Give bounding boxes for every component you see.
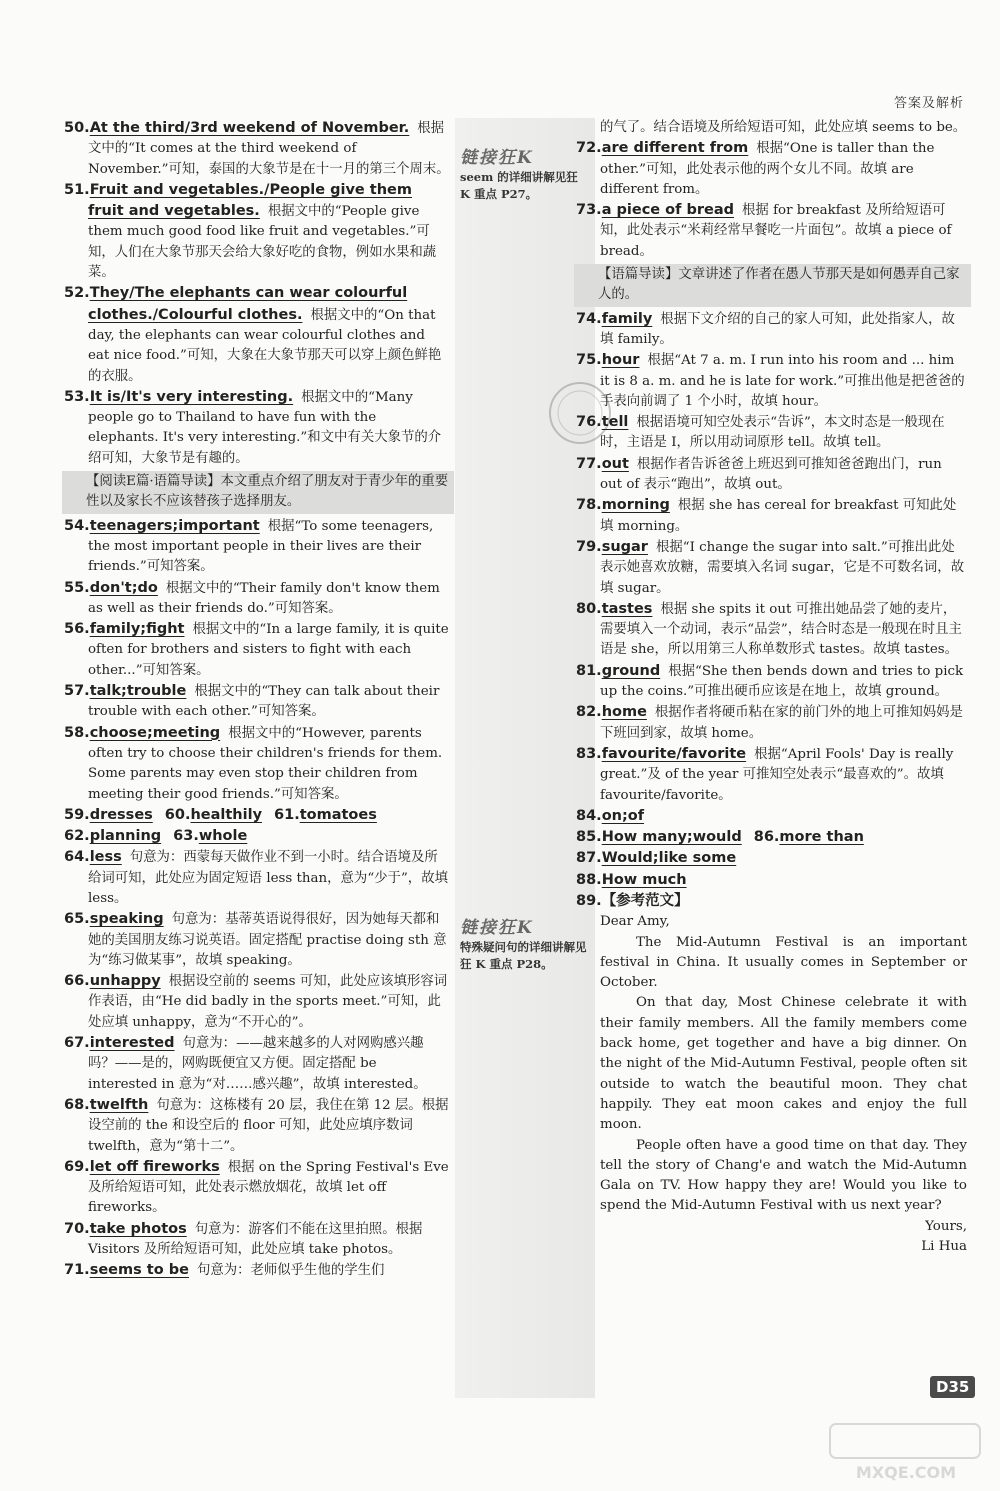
- answer-item: [64, 971, 450, 1033]
- answer-item: [576, 495, 967, 537]
- explanation-text: 根据下文介绍的自己的家人可知，此处指家人，故填 family。: [600, 311, 955, 347]
- answer-text: take photos: [89, 1220, 187, 1237]
- explanation-text: 句意为：这栋楼有 20 层，我住在第 12 层。根据设空前的 the 和设空后的 floor 可知，此处应填序数词 twelfth，意为“第十二”。: [88, 1097, 449, 1154]
- question-number: 80.: [576, 600, 602, 617]
- answer-item: [576, 827, 967, 848]
- question-number: 63.: [173, 828, 199, 845]
- answer-item: [64, 1095, 450, 1157]
- side-note-text: 特殊疑问句的详细讲解见狂 K 重点 P28。: [460, 940, 587, 971]
- answer-text: seems to be: [89, 1262, 189, 1279]
- answer-text: favourite/favorite: [601, 745, 747, 762]
- question-number: 50.: [64, 120, 90, 136]
- letter-signature: Li Hua: [921, 1239, 967, 1255]
- explanation-text: 根据文中的“Their family don't know them as well as their friends do.”可知答案。: [88, 580, 440, 616]
- question-number: 83.: [576, 745, 602, 762]
- answer-text: family: [601, 310, 653, 327]
- answer-text: twelfth: [89, 1096, 149, 1113]
- answer-item: [600, 118, 967, 138]
- explanation-text: 根据语境可知空处表示“告诉”，本文时态是一般现在时，主语是 I，所以用动词原形 tell。故填 tell。: [600, 415, 945, 451]
- question-number: 71.: [64, 1262, 90, 1279]
- answer-item: [64, 578, 450, 620]
- answer-text: teenagers;important: [89, 517, 260, 534]
- explanation-text: 根据设空前的 seems 可知，此处应该填形容词作表语，由“He did badly in the sports meet.”可知，此处应填 unhappy，意为“不开心的”。: [88, 974, 448, 1030]
- answer-item: [64, 909, 450, 971]
- explanation-text: 句意为：游客们不能在这里拍照。根据 Visitors 及所给短语可知，此处应填 take photos。: [88, 1221, 423, 1258]
- answer-text: less: [89, 849, 122, 866]
- letter-paragraph: People often have a good time on that day. They tell the story of Chang'e and watch the Mid-Autumn Gala on TV. How happy they are! Would you like to spend the Mid-Autumn Festival with us next year?: [600, 1137, 967, 1214]
- question-number: 87.: [576, 850, 602, 867]
- question-number: 61.: [274, 806, 300, 823]
- question-number: 56.: [64, 621, 90, 638]
- answer-text: speaking: [89, 911, 164, 928]
- question-number: 65.: [64, 911, 90, 928]
- question-number: 89.: [576, 892, 602, 909]
- question-number: 59.: [64, 806, 90, 823]
- answer-item: [64, 826, 450, 847]
- svg-text:MXQE.COM: MXQE.COM: [855, 1463, 957, 1482]
- question-number: 75.: [576, 352, 602, 369]
- page-header: 答案及解析: [893, 96, 964, 111]
- answer-item: [64, 1157, 450, 1219]
- question-number: 53.: [64, 388, 90, 405]
- question-number: 68.: [64, 1096, 90, 1113]
- answer-item: [576, 806, 967, 827]
- left-answer-column: [64, 118, 450, 1282]
- question-number: 73.: [576, 202, 602, 219]
- question-number: 79.: [576, 538, 602, 555]
- answer-text: planning: [89, 828, 162, 845]
- question-number: 52.: [64, 285, 90, 302]
- answer-item: [64, 1033, 450, 1095]
- answer-item: [64, 283, 450, 386]
- answer-item: [576, 138, 967, 200]
- answer-text: interested: [89, 1035, 175, 1052]
- explanation-text: 根据 she spits it out 可推出她品尝了她的麦片，需要填入一个动词，表示“品尝”，结合时态是一般现在时且主语是 she，所以用第三人称单数形式 tastes。故填 tastes。: [600, 601, 962, 658]
- answer-text: out: [601, 455, 629, 472]
- answer-text: 【参考范文】: [601, 892, 689, 909]
- explanation-text: 句意为：基蒂英语说得很好，因为她每天都和她的美国朋友练习说英语。固定搭配 practise doing sth 意为“练习做某事”，故填 speaking。: [88, 912, 447, 968]
- answer-item: [576, 744, 967, 806]
- explanation-text: 根据“One is taller than the other.”可知，此处表示他的两个女儿不同。故填 are different from。: [600, 141, 935, 197]
- answer-item: [64, 847, 450, 909]
- answer-item: [64, 1219, 450, 1261]
- answer-text: It is/It's very interesting.: [89, 388, 294, 405]
- answer-item: [64, 619, 450, 681]
- explanation-text: 根据“I change the sugar into salt.”可推出此处表示她喜欢放糖，需要填入名词 sugar，它是不可数名词，故填 sugar。: [600, 539, 965, 596]
- answer-item: [576, 537, 967, 599]
- answer-text: hour: [601, 352, 640, 369]
- letter-closing: Yours,: [925, 1218, 967, 1234]
- question-number: 84.: [576, 807, 602, 824]
- question-number: 60.: [164, 806, 191, 823]
- question-number: 82.: [576, 704, 602, 721]
- page-number: D35: [930, 1376, 975, 1398]
- question-number: 74.: [576, 310, 602, 327]
- answer-item: [64, 180, 450, 283]
- answer-item: [576, 412, 967, 454]
- answer-item: [576, 702, 967, 744]
- passage-guide: 【阅读E篇·语篇导读】本文重点介绍了朋友对于青少年的重要性以及家长不应该替孩子选择朋友。: [62, 471, 454, 514]
- answer-item: [576, 848, 967, 869]
- answer-item: [576, 350, 967, 412]
- answer-item: [64, 723, 450, 805]
- explanation-text: 根据文中的“They can talk about their trouble with each other.”可知答案。: [88, 684, 440, 720]
- answer-text: home: [601, 704, 647, 721]
- question-number: 86.: [753, 829, 780, 846]
- question-number: 57.: [64, 683, 90, 700]
- answer-text: tell: [601, 414, 629, 431]
- letter-paragraph: On that day, Most Chinese celebrate it with their family members. All the family members come back home, get together and have a big dinner. On the night of the Mid-Autumn Festival, people often sit outside to watch the beautiful moon. They chat happily. They eat moon cakes and enjoy the full moon.: [600, 995, 967, 1133]
- question-number: 64.: [64, 849, 90, 866]
- answer-text: are different from: [601, 140, 749, 157]
- explanation-text: 的气了。结合语境及所给短语可知，此处应填 seems to be。: [600, 120, 967, 135]
- answer-text: ground: [601, 662, 661, 679]
- answer-text: dresses: [89, 806, 153, 823]
- answer-text: How many;would: [601, 829, 742, 846]
- explanation-text: 根据“April Fools' Day is really great.”及 of the year 可推知空处表示“最喜欢的”。故填 favourite/favorite。: [600, 746, 954, 803]
- answer-text: unhappy: [89, 973, 161, 990]
- explanation-text: 根据作者告诉爸爸上班迟到可推知爸爸跑出门，run out of 表示“跑出”，故填 out。: [600, 456, 942, 493]
- answer-text: family;fight: [89, 621, 185, 638]
- answer-text: choose;meeting: [89, 724, 221, 741]
- passage-guide: 【语篇导读】文章讲述了作者在愚人节那天是如何愚弄自己家人的。: [574, 264, 971, 307]
- answer-item: [64, 1260, 450, 1281]
- answer-text: healthily: [190, 806, 263, 823]
- explanation-text: 根据文中的“It comes at the third weekend of November.”可知，泰国的大象节是在十一月的第三个周末。: [88, 121, 450, 177]
- answer-text: whole: [198, 828, 248, 845]
- answer-text: more than: [779, 829, 864, 846]
- explanation-text: 根据“At 7 a. m. I run into his room and ... him it is 8 a. m. and he is late for work.”可推出他是把爸爸的手表向前调了 1 个小时，故填 hour。: [600, 353, 965, 409]
- question-number: 76.: [576, 414, 602, 431]
- explanation-text: 根据作者将硬币粘在家的前门外的地上可推知妈妈是下班回到家，故填 home。: [600, 705, 963, 741]
- answer-item: [576, 870, 967, 891]
- side-note-2: [460, 920, 590, 973]
- explanation-text: 根据“To some teenagers, the most important people in their lives are their friends.”可知答案。: [88, 518, 434, 575]
- answer-text: They/The elephants can wear colourful clothes./Colourful clothes.: [88, 285, 408, 323]
- question-number: 77.: [576, 455, 602, 472]
- answer-item: [64, 118, 450, 180]
- answer-text: Would;like some: [601, 850, 737, 867]
- answer-text: At the third/3rd weekend of November.: [89, 120, 410, 136]
- side-note-1: [460, 150, 590, 203]
- letter-greeting: Dear Amy,: [600, 914, 670, 930]
- answer-text: Fruit and vegetables./People give them fruit and vegetables.: [88, 181, 412, 220]
- answer-text: let off fireworks: [89, 1158, 220, 1175]
- question-number: 70.: [64, 1220, 90, 1237]
- side-note-tag: 链接狂K: [460, 918, 534, 938]
- answer-text: a piece of bread: [601, 202, 735, 219]
- explanation-text: 根据文中的“However, parents often try to choose their children's friends for them. Some parents may even stop their children from meeting their good friends.”可知答案。: [88, 725, 443, 802]
- question-number: 72.: [576, 140, 602, 157]
- answer-text: don't;do: [89, 579, 158, 596]
- answer-text: talk;trouble: [89, 683, 187, 700]
- explanation-text: 根据文中的“People give them much good food like fruit and vegetables.”可知，人们在大象节那天会给大象好吃的食物，例如水果和蔬菜。: [88, 204, 437, 281]
- answer-text: tomatoes: [299, 806, 377, 823]
- answer-text: morning: [601, 497, 670, 514]
- answer-item: [576, 454, 967, 496]
- margin-column: [455, 118, 595, 1398]
- answer-item: [576, 891, 967, 912]
- question-number: 66.: [64, 973, 90, 990]
- explanation-text: 句意为：——越来越多的人对网购感兴趣吗？——是的，网购既便宜又方便。固定搭配 be interested in 意为“对……感兴趣”，故填 interested。: [88, 1036, 427, 1092]
- question-number: 78.: [576, 497, 602, 514]
- explanation-text: 根据文中的“In a large family, it is quite often for brothers and sisters to fight with each other...”可知答案。: [88, 622, 449, 678]
- explanation-text: 根据文中的“On that day, the elephants can wear colourful clothes and eat nice food.”可知，大象在大象节那天可以穿上颜色鲜艳的衣服。: [88, 307, 442, 384]
- answer-text: on;of: [601, 807, 645, 824]
- answer-item: [576, 200, 967, 262]
- answer-text: How much: [601, 871, 687, 888]
- answer-item: [64, 805, 450, 826]
- question-number: 55.: [64, 579, 90, 596]
- answer-item: [576, 309, 967, 351]
- question-number: 88.: [576, 871, 602, 888]
- answer-text: sugar: [601, 538, 648, 555]
- question-number: 54.: [64, 517, 90, 534]
- answer-item: [576, 661, 967, 703]
- model-letter: [600, 912, 967, 1257]
- question-number: 67.: [64, 1035, 90, 1052]
- question-number: 69.: [64, 1158, 90, 1175]
- question-number: 51.: [64, 181, 90, 198]
- explanation-text: 根据 she has cereal for breakfast 可知此处填 morning。: [600, 498, 957, 534]
- watermark-logo: [826, 1418, 986, 1484]
- answer-item: [64, 387, 450, 469]
- letter-paragraph: The Mid-Autumn Festival is an important festival in China. It usually comes in September or October.: [600, 934, 967, 991]
- question-number: 81.: [576, 662, 602, 679]
- side-note-tag: 链接狂K: [460, 148, 534, 168]
- answer-text: tastes: [601, 600, 653, 617]
- explanation-text: 根据“She then bends down and tries to pick up the coins.”可推出硬币应该是在地上，故填 ground。: [600, 663, 964, 700]
- question-number: 85.: [576, 829, 602, 846]
- explanation-text: 句意为：老师似乎生他的学生们: [196, 1263, 385, 1279]
- question-number: 62.: [64, 828, 90, 845]
- answer-item: [576, 599, 967, 661]
- explanation-text: 根据 for breakfast 及所给短语可知，此处表示“米莉经常早餐吃一片面包”。故填 a piece of bread。: [600, 203, 952, 259]
- question-number: 58.: [64, 724, 90, 741]
- explanation-text: 句意为：西蒙每天做作业不到一小时。结合语境及所给词可知，此处应为固定短语 less than，意为“少于”，故填 less。: [88, 850, 448, 906]
- explanation-text: 根据 on the Spring Festival's Eve 及所给短语可知，此处表示燃放烟花，故填 let off fireworks。: [88, 1159, 449, 1216]
- side-note-text: seem 的详细讲解见狂 K 重点 P27。: [460, 170, 578, 201]
- explanation-text: 根据文中的“Many people go to Thailand to have fun with the elephants. It's very interesting.”和文中有关大象节的介绍可知，大象节是有趣的。: [88, 389, 442, 466]
- answer-item: [64, 681, 450, 723]
- right-answer-column: [576, 118, 967, 1257]
- answer-item: [64, 516, 450, 578]
